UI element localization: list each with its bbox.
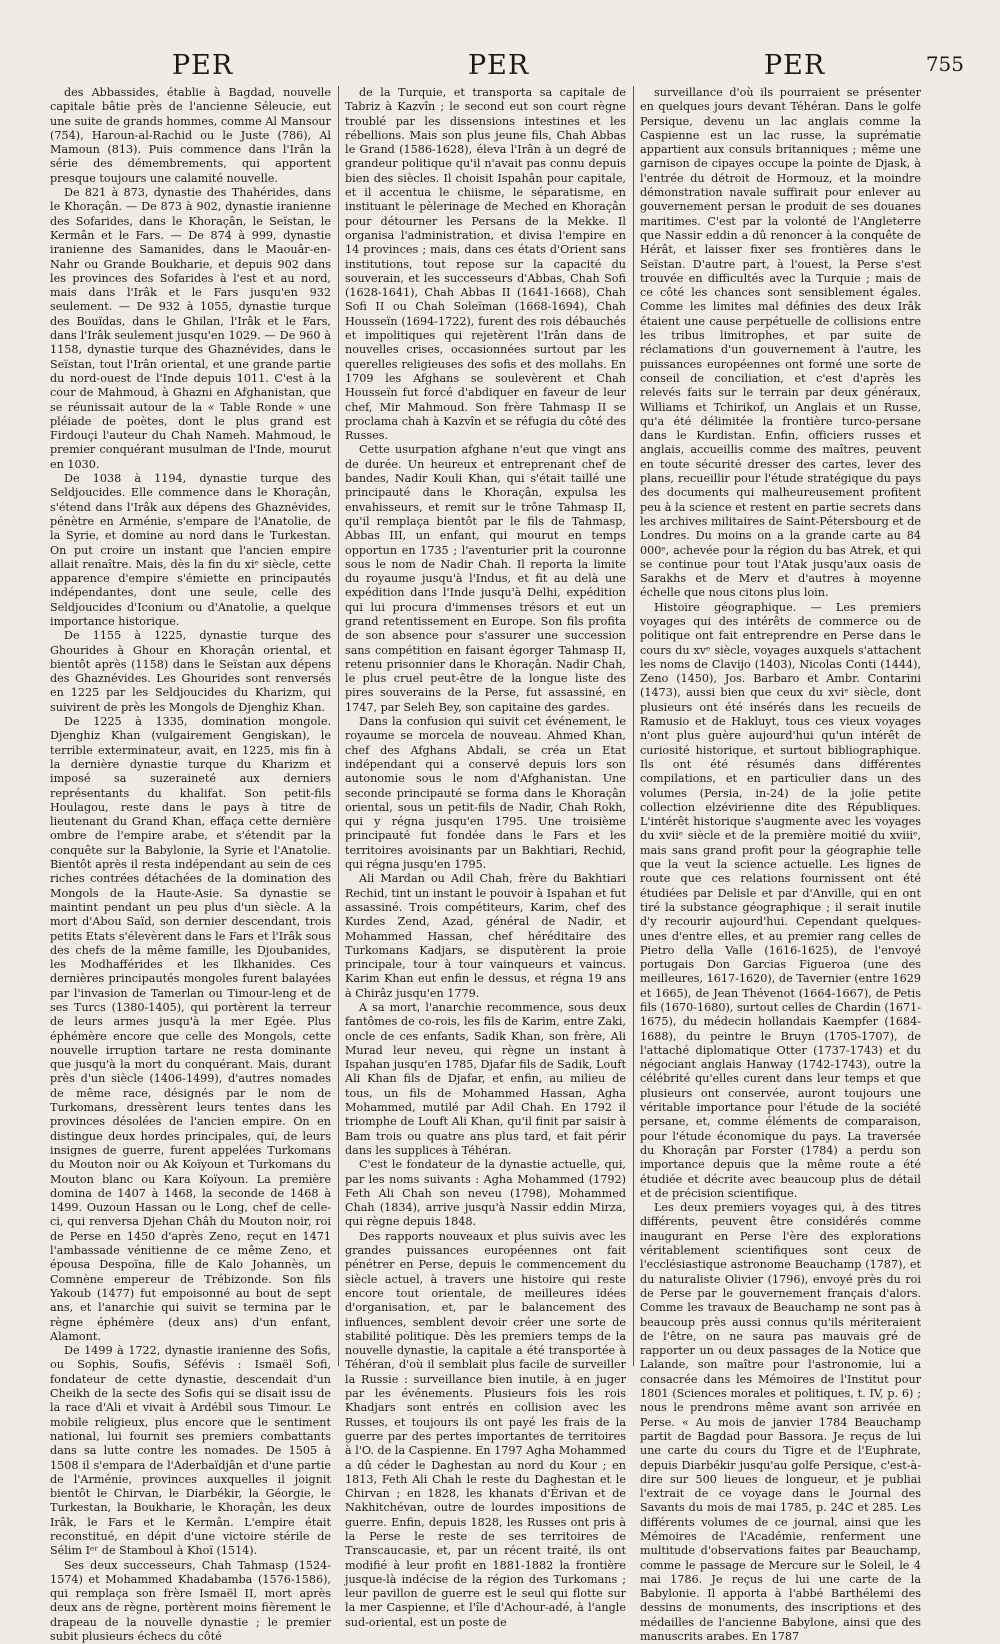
paragraph: Histoire géographique. — Les premiers voyages qui des intérêts de commerce ou de politique ont fait entreprendre en Perse dans le cours du xvᵉ siècle, voyages auxquels s'attachent les noms de Clavijo (1403), Nicolas Conti (1444), Zeno (1450), Jos. Barbaro et Ambr. Contarini (1473), aussi bien que ceux du xviᵉ siècle, dont plusieurs ont été insérés dans les recueils de Ramusio et de Hakluyt, tous ces vieux voyages n'ont plus guère aujourd'hui qu'un intérêt de curiosité historique, et surtout bibliographique. Ils ont été résumés dans différentes compilations, et en particulier dans un des volumes (Persia, in-24) de la jolie petite collection elzévirienne dite des Républiques. L'intérêt historique s'augmente avec les voyages du xviiᵉ siècle et de la première moitié du xviiiᵉ, mais sans grand profit pour la géographie telle que la veut la science actuelle. Les lignes de route que ces relations fournissent ont été étudiées par Delisle et par d'Anville, qui en ont tiré la substance géographique ; il serait inutile d'y recourir aujourd'hui. Cependant quelques-unes d'entre elles, et au premier rang celles de Pietro della Valle (1616-1625), de l'envoyé portugais Don Garcias Figueroa (une des meilleures, 1617-1620), de Tavernier (entre 1629 et 1665), de Jean Thévenot (1664-1667), de Petis fils (1670-1680), surtout celles de Chardin (1671-1675), du médecin hollandais Kaempfer (1684-1688), du peintre le Bruyn (1705-1707), de l'attaché diplomatique Otter (1737-1743) et du négociant anglais Hanway (1742-1743), outre la célébrité qu'elles curent dans leur temps et que plusieurs ont conservée, auront toujours une véritable importance pour l'étude de la société persane, et, comme éléments de comparaison, pour l'étude économique du pays. La traversée du Khoraçân par Forster (1784) a perdu son importance depuis que la même route a été étudiée et décrite avec beaucoup plus de détail et de précision scientifique. — [640, 600, 921, 1200]
running-head-center: PER — [468, 50, 530, 81]
paragraph: De 1038 à 1194, dynastie turque des Seldjoucides. Elle commence dans le Khoraçân, s'étend dans l'Irâk aux dépens des Ghaznévides, pénètre en Arménie, s'empare de l'Anatolie, de la Syrie, et domine au nord dans le Turkestan. On put croire un instant que l'ancien empire allait renaître. Mais, dès la fin du xiᵉ siècle, cette apparence d'empire s'émiette en principautés indépendantes, dont une seule, celle des Seldjoucides d'Iconium ou d'Anatolie, a quelque importance historique. — [50, 472, 331, 628]
paragraph: A sa mort, l'anarchie recommence, sous deux fantômes de co-rois, les fils de Karim, entre Zaki, oncle de ces enfants, Sadik Khan, son frère, Ali Murad leur neveu, qui règne un instant à Ispahan jusqu'en 1785, Djafar fils de Sadik, Louft Ali Khan fils de Djafar, et enfin, au milieu de tous, un fils de Mohammed Hassan, Agha Mohammed, mutilé par Adil Chah. En 1792 il triomphe de Louft Ali Khan, qu'il finit par saisir à Bam trois ou quatre ans plus tard, et fait périr dans les supplices à Téhéran. — [345, 1001, 626, 1157]
paragraph: Cette usurpation afghane n'eut que vingt ans de durée. Un heureux et entreprenant chef de bandes, Nadir Kouli Khan, qui s'était taillé une principauté dans le Khoraçân, expulsa les envahisseurs, et remit sur le trône Tahmasp II, qu'il remplaça bientôt par le fils de Tahmasp, Abbas III, un enfant, qui mourut en temps opportun en 1735 ; l'aventurier prit la couronne sous le nom de Nadir Chah. Il reporta la limite du royaume jusqu'à l'Indus, et fit au delà une expédition dans l'Inde jusqu'à Delhi, expédition qui lui procura d'immenses trésors et eut un grand retentissement en Europe. Son fils profita de son absence pour s'assurer une succession sans compétition en faisant égorger Tahmasp II, retenu prisonnier dans le Khoraçân. Nadir Chah, le plus cruel peut-être de la longue liste des pires souverains de la Perse, fut assassiné, en 1747, par Seleh Bey, son capitaine des gardes. — [345, 443, 626, 714]
text-column-1 — [50, 86, 331, 1644]
paragraph: De 1499 à 1722, dynastie iranienne des Sofis, ou Sophis, Soufis, Séfévis : Ismaël Sofi, fondateur de cette dynastie, descendait d'un Cheikh de la secte des Sofis qui se disait issu de la race d'Ali et vivait à Ardébil sous Timour. Le mobile religieux, plus encore que le sentiment national, lui fournit ses premiers combattants dans sa lutte contre les nomades. De 1505 à 1508 il s'empara de l'Aderbaïdjân et d'une partie de l'Arménie, provinces auxquelles il joignit bientôt le Chirvan, le Diarbékir, la Géorgie, le Turkestan, la Boukharie, le Khoraçân, les deux Irâk, le Fars et le Kermân. L'empire était reconstitué, en dépit d'une victoire stérile de Sélim Iᵉʳ de Stamboul à Khoï (1514). — [50, 1344, 331, 1558]
paragraph: De 821 à 873, dynastie des Thahérides, dans le Khoraçân. — De 873 à 902, dynastie iranienne des Sofarides, dans le Khoraçân, le Seïstan, le Kermân et le Fars. — De 874 à 999, dynastie iranienne des Samanides, dans le Maouâr-en-Nahr ou Grande Boukharie, et depuis 902 dans les provinces des Sofarides à l'est et au nord, mais dans l'Irâk et le Fars jusqu'en 932 seulement. — De 932 à 1055, dynastie turque des Bouïdas, dans le Ghilan, l'Irâk et le Fars, dans l'Irâk seulement jusqu'en 1029. — De 960 à 1158, dynastie turque des Ghaznévides, dans le Seïstan, tout l'Irân oriental, et une grande partie du nord-ouest de l'Inde depuis 1011. C'est à la cour de Mahmoud, à Ghazni en Afghanistan, que se réunissait autour de la « Table Ronde » une pléiade de poètes, dont le plus grand est Firdouçi l'auteur du Chah Nameh. Mahmoud, le premier conquérant musulman de l'Inde, mourut en 1030. — [50, 186, 331, 471]
running-head-left: PER — [172, 50, 234, 81]
paragraph: De 1225 à 1335, domination mongole. Djenghiz Khan (vulgairement Gengiskan), le terrible exterminateur, avait, en 1225, mis fin à la dernière dynastie turque du Kharizm et imposé sa suzeraineté aux derniers représentants du khalifat. Son petit-fils Houlagou, reste dans le pays à titre de lieutenant du Grand Khan, effaça cette dernière ombre de l'empire arabe, et s'étendit par la conquête sur la Babylonie, la Syrie et l'Anatolie. Bientôt après il resta indépendant au sein de ces riches contrées détachées de la domination des Mongols de la Haute-Asie. Sa dynastie se maintint pendant un peu plus d'un siècle. A la mort d'Abou Saïd, son dernier descendant, trois petits Etats s'élevèrent dans le Fars et l'Irâk sous des chefs de la même famille, les Djoubanides, les Modhafférides et les Ilkhanides. Ces dernières principautés mongoles furent balayées par l'invasion de Tamerlan ou Timour-leng et de ses Turcs (1380-1405), qui portèrent la terreur de leurs armes jusqu'à la mer Egée. Plus éphémère encore que celle des Mongols, cette nouvelle irruption tartare ne resta dominante que jusqu'à la mort du conquérant. Mais, durant près d'un siècle (1406-1499), d'autres nomades de même race, désignés par le nom de Turkomans, dressèrent leurs tentes dans les provinces désolées de l'ancien empire. On en distingue deux hordes principales, qui, de leurs insignes de guerre, furent appelées Turkomans du Mouton noir ou Ak Koïyoun et Turkomans du Mouton blanc ou Kara Koïyoun. La première domina de 1407 à 1468, la seconde de 1468 à 1499. Ouzoun Hassan ou le Long, chef de celle-ci, qui renversa Djehan Châh du Mouton noir, roi de Perse en 1450 d'après Zeno, reçut en 1471 l'ambassade vénitienne de ce même Zeno, et épousa Despoïna, fille de Kalo Johannès, un Comnène empereur de Trébizonde. Son fils Yakoub (1477) fut empoisonné au bout de sept ans, et l'anarchie qui suivit se termina par le règne éphémère (deux ans) d'un enfant, Alamont. — [50, 715, 331, 1343]
paragraph: des Abbassides, établie à Bagdad, nouvelle capitale bâtie près de l'ancienne Séleucie, eut une suite de grands hommes, comme Al Mansour (754), Haroun-al-Rachid ou le Juste (786), Al Mamoun (813). Puis commence dans l'Irân la série des démembrements, qui apportent presque toujours une calamité nouvelle. — [50, 86, 331, 185]
paragraph: De 1155 à 1225, dynastie turque des Ghourides à Ghour en Khoraçân oriental, et bientôt après (1158) dans le Seïstan aux dépens des Ghaznévides. Les Ghourides sont renversés en 1225 par les Seldjoucides du Kharizm, qui suivirent de près les Mongols de Djenghiz Khan. — [50, 629, 331, 714]
page-number: 755 — [925, 52, 964, 76]
paragraph: Dans la confusion qui suivit cet événement, le royaume se morcela de nouveau. Ahmed Khan, chef des Afghans Abdali, se créa un Etat indépendant qui a conservé depuis lors son autonomie sous le nom d'Afghanistan. Une seconde principauté se forma dans le Khoraçân oriental, sous un petit-fils de Nadir, Chah Rokh, qui y régna jusqu'en 1795. Une troisième principauté fut fondée dans le Fars et les territoires avoisinants par un Bakhtiari, Rechid, qui régna jusqu'en 1795. — [345, 715, 626, 872]
paragraph: surveillance d'où ils pourraient se présenter en quelques jours devant Téhéran. Dans le golfe Persique, devenu un lac anglais comme la Caspienne est un lac russe, la suprématie appartient aux consuls britanniques ; même une garnison de cipayes occupe la pointe de Djask, à l'entrée du détroit de Hormouz, et la moindre démonstration navale suffirait pour enlever au gouvernement persan le produit de ses douanes maritimes. C'est par la volonté de l'Angleterre que Nassir eddin a dû renoncer à la conquête de Hérât, et laisser fixer ses frontières dans le Seïstan. D'autre part, à l'ouest, la Perse s'est trouvée en difficultés avec la Turquie ; mais de ce côté les chances sont sensiblement égales. Comme les limites mal définies des deux Irâk étaient une cause perpétuelle de collisions entre les tribus limitrophes, et par suite de réclamations d'un gouvernement à l'autre, les puissances européennes ont formé une sorte de conseil de conciliation, et c'est d'après les relevés faits sur le terrain par deux généraux, Williams et Tchirikof, un Anglais et un Russe, qu'a été délimitée la frontière turco-persane dans le Kurdistan. Enfin, officiers russes et anglais, accueillis comme des maîtres, peuvent en toute sécurité dresser des cartes, lever des plans, recueillir pour l'étude stratégique du pays des documents qui malheureusement profitent peu à la science et restent en partie secrets dans les archives militaires de Saint-Pétersbourg et de Londres. Du moins on a la grande carte au 84 000ᵉ, achevée pour la région du bas Atrek, et qui se continue pour tout l'Atak jusqu'aux oasis de Sarakhs et de Merv et d'autres à moyenne échelle que nous citons plus loin. — [640, 86, 921, 600]
running-head-right: PER — [764, 50, 826, 81]
paragraph: C'est le fondateur de la dynastie actuelle, qui, par les noms suivants : Agha Mohammed (1792) Feth Ali Chah son neveu (1798), Mohammed Chah (1834), arrive jusqu'à Nassir eddin Mirza, qui règne depuis 1848. — [345, 1158, 626, 1229]
column-divider — [338, 86, 339, 1366]
text-column-3 — [640, 86, 921, 1644]
paragraph: Les deux premiers voyages qui, à des titres différents, peuvent être considérés comme inaugurant en Perse l'ère des explorations véritablement scientifiques sont ceux de l'ecclésiastique astronome Beauchamp (1787), et du naturaliste Olivier (1796), envoyé près du roi de Perse par le gouvernement français d'alors. Comme les travaux de Beauchamp ne sont pas à beaucoup près aussi connus qu'ils mériteraient de l'être, on ne saura pas mauvais gré de rapporter un ou deux passages de la Notice que Lalande, son maître pour l'astronomie, lui a consacrée dans les Mémoires de l'Institut pour 1801 (Sciences morales et politiques, t. IV, p. 6) ; nous le prendrons même avant son arrivée en Perse. « Au mois de janvier 1784 Beauchamp partit de Bagdad pour Bassora. Je reçus de lui une carte du cours du Tigre et de l'Euphrate, depuis Diarbékir jusqu'au golfe Persique, c'est-à-dire sur 500 lieues de longueur, et je publiai l'extrait de ce voyage dans le Journal des Savants du mois de mai 1785, p. 24C et 285. Les différents volumes de ce journal, ainsi que les Mémoires de l'Académie, renferment une multitude d'observations faites par Beauchamp, comme le passage de Mercure sur le Soleil, le 4 mai 1786. Je reçus de lui une carte de la Babylonie. Il apporta à l'abbé Barthélemi des dessins de monuments, des inscriptions et des médailles de l'ancienne Babylone, ainsi que des manuscrits arabes. En 1787 — [640, 1201, 921, 1644]
paragraph: Des rapports nouveaux et plus suivis avec les grandes puissances européennes ont fait pénétrer en Perse, depuis le commencement du siècle actuel, à travers une histoire qui reste encore tout orientale, de meilleures idées d'organisation, et, par le balancement des influences, semblent devoir créer une sorte de stabilité politique. Dès les premiers temps de la nouvelle dynastie, la capitale a été transportée à Téhéran, d'où il semblait plus facile de surveiller la Russie : surveillance bien inutile, à en juger par les événements. Plusieurs fois les rois Khadjars sont entrés en collision avec les Russes, et toujours ils ont payé les frais de la guerre par des pertes importantes de territoires à l'O. de la Caspienne. En 1797 Agha Mohammed a dû céder le Daghestan au nord du Kour ; en 1813, Feth Ali Chah le reste du Daghestan et le Chirvan ; en 1828, les khanats d'Érivan et de Nakhitchévan, outre de lourdes impositions de guerre. Enfin, depuis 1828, les Russes ont pris à la Perse le reste de ses territoires de Transcaucasie, et, par un récent traité, ils ont modifié à leur profit en 1881-1882 la frontière jusque-là indécise de la région des Turkomans ; leur pavillon de guerre est le seul qui flotte sur la mer Caspienne, et l'île d'Achour-adé, à l'angle sud-oriental, est un poste de — [345, 1229, 626, 1629]
paragraph: Ali Mardan ou Adil Chah, frère du Bakhtiari Rechid, tint un instant le pouvoir à Ispahan et fut assassiné. Trois compétiteurs, Karim, chef des Kurdes Zend, Azad, général de Nadir, et Mohammed Hassan, chef héréditaire des Turkomans Kadjars, se disputèrent la proie principale, tour à tour vainqueurs et vaincus. Karim Khan eut enfin le dessus, et régna 19 ans à Chirâz jusqu'en 1779. — [345, 872, 626, 1000]
text-column-2 — [345, 86, 626, 1629]
paragraph: Ses deux successeurs, Chah Tahmasp (1524-1574) et Mohammed Khadabamba (1576-1586), qui remplaça son frère Ismaël II, mort après deux ans de règne, portèrent moins fièrement le drapeau de la nouvelle dynastie ; le premier subit plusieurs échecs du côté — [50, 1558, 331, 1644]
paragraph: de la Turquie, et transporta sa capitale de Tabriz à Kazvîn ; le second eut son court règne troublé par les dissensions intestines et les rébellions. Mais son plus jeune fils, Chah Abbas le Grand (1586-1628), éleva l'Irân à un degré de grandeur politique qu'il n'avait pas connu depuis bien des siècles. Il choisit Ispahân pour capitale, et il accentua le chiisme, le séparatisme, en instituant le pèlerinage de Meched en Khoraçân pour détourner les Persans de la Mekke. Il organisa l'administration, et divisa l'empire en 14 provinces ; mais, dans ces états d'Orient sans institutions, tout repose sur la capacité du souverain, et les successeurs d'Abbas, Chah Sofi (1628-1641), Chah Abbas II (1641-1668), Chah Sofi II ou Chah Soleïman (1668-1694), Chah Housseïn (1694-1722), furent des rois débauchés et impolitiques qui rejetèrent l'Irân dans de nouvelles crises, occasionnées surtout par les querelles religieuses des sofis et des mollahs. En 1709 les Afghans se soulevèrent et Chah Housseïn fut forcé d'abdiquer en faveur de leur chef, Mir Mahmoud. Son frère Tahmasp II se proclama chah à Kazvîn et se réfugia du côté des Russes. — [345, 86, 626, 443]
column-divider — [633, 86, 634, 1366]
